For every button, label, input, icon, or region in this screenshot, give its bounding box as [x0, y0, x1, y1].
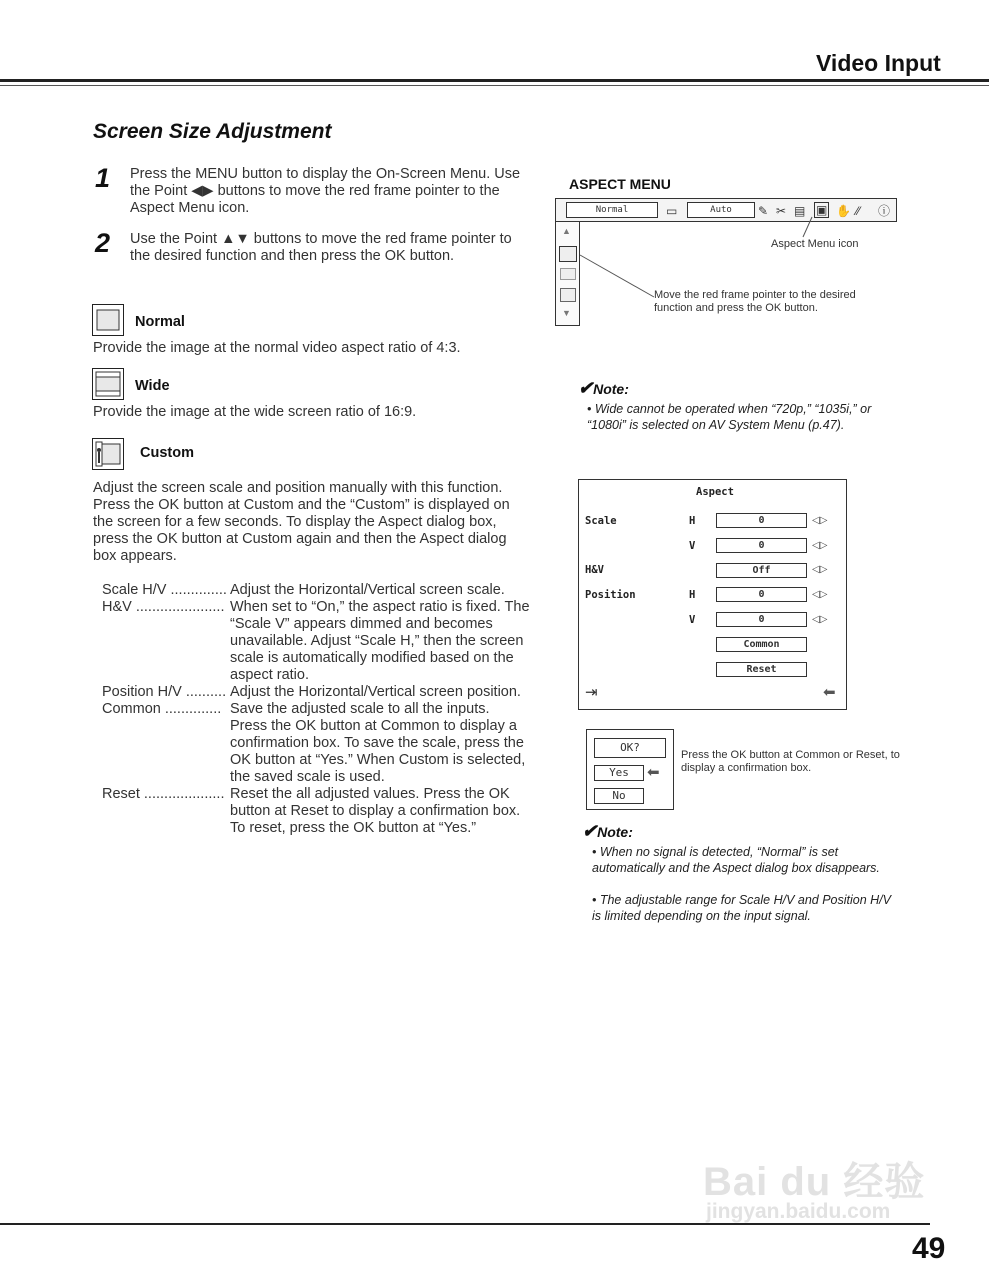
up-arrow-icon[interactable]: ▲ [562, 226, 571, 236]
confirmation-box [586, 729, 674, 810]
definition-desc: When set to “On,” the aspect ratio is fixed. The “Scale V” appears dimmed and becomes unavailable. Adjust “Scale H,” then the screen scale is automatically modified based on the aspect ratio. [230, 599, 530, 683]
wide-label: Wide [135, 378, 170, 394]
exit-icon[interactable]: ⇥ [585, 684, 598, 701]
input-icon[interactable]: ▭ [666, 204, 678, 218]
section-title: Video Input [816, 50, 941, 76]
scale-label: Scale [585, 515, 617, 527]
wide-mode-icon [92, 368, 124, 400]
scale-v-value[interactable]: 0 [716, 538, 807, 553]
normal-label: Normal [135, 314, 185, 330]
definition-desc: Adjust the Horizontal/Vertical screen scale. [230, 582, 505, 598]
yes-button[interactable]: Yes [594, 765, 644, 781]
header-rule-thin [0, 85, 989, 86]
hv-adjust-icon[interactable]: ◁▷ [812, 564, 828, 575]
step-2-text: Use the Point ▲▼ buttons to move the red frame pointer to the desired function and then press the OK button. [130, 231, 512, 264]
callout-aspect-icon: Aspect Menu icon [771, 238, 859, 250]
common-button[interactable]: Common [716, 637, 807, 652]
back-arrow-icon[interactable]: ⬅ [823, 684, 836, 701]
position-v-label: V [689, 614, 696, 626]
screen-icon[interactable]: ⁄⁄ [856, 204, 861, 218]
aspect-menu-title: ASPECT MENU [569, 176, 671, 192]
normal-mode-icon [92, 304, 124, 336]
watermark-url: jingyan.baidu.com [706, 1200, 891, 1223]
definition-desc: Adjust the Horizontal/Vertical screen position. [230, 684, 521, 700]
scale-h-value[interactable]: 0 [716, 513, 807, 528]
hv-label: H&V [585, 564, 604, 576]
wide-description: Provide the image at the wide screen ratio of 16:9. [93, 404, 417, 420]
note-2-item-2: • The adjustable range for Scale H/V and Position H/V is limited depending on the input signal. [592, 893, 891, 923]
custom-label: Custom [140, 445, 194, 461]
header-rule [0, 79, 989, 82]
setting-icon[interactable]: ✋ [836, 204, 851, 218]
position-v-adjust-icon[interactable]: ◁▷ [812, 614, 828, 625]
definition-desc: Reset the all adjusted values. Press the OK button at Reset to display a confirmation box. To reset, press the OK button at “Yes.” [230, 786, 521, 836]
definition-term: Scale H/V .............. [102, 582, 227, 598]
scale-h-adjust-icon[interactable]: ◁▷ [812, 515, 828, 526]
normal-description: Provide the image at the normal video aspect ratio of 4:3. [93, 340, 461, 356]
step-1-number: 1 [95, 163, 111, 193]
definition-desc: Save the adjusted scale to all the inputs. Press the OK button at Common to display a confirmation box. To save the scale, press the OK button at “Yes.” When Custom is selected, the saved scale is used. [230, 701, 526, 785]
down-arrow-icon[interactable]: ▼ [562, 308, 571, 318]
page-title: Screen Size Adjustment [93, 120, 332, 143]
custom-mode-icon [92, 438, 124, 470]
scale-h-label: H [689, 515, 696, 527]
info-icon[interactable]: ⓘ [878, 204, 891, 218]
scale-v-adjust-icon[interactable]: ◁▷ [812, 540, 828, 551]
callout-pointer: Move the red frame pointer to the desired function and press the OK button. [654, 289, 856, 314]
watermark-logo: Bai du 经验 [703, 1160, 926, 1204]
image-adjust-icon[interactable]: ▤ [794, 204, 806, 218]
note-2-item-1: • When no signal is detected, “Normal” is set automatically and the Aspect dialog box disappears. [592, 845, 880, 875]
scale-v-label: V [689, 540, 696, 552]
note-1-heading: ✔Note: [578, 378, 629, 398]
menu-field-auto[interactable]: Auto [687, 202, 755, 218]
note-2-heading: ✔Note: [582, 821, 633, 841]
definition-term: Common .............. [102, 701, 222, 717]
pc-adjust-icon[interactable]: ✎ [758, 204, 769, 218]
position-label: Position [585, 589, 636, 601]
wide-screen-icon [93, 369, 123, 399]
pointer-arrow-icon: ⬅ [647, 764, 660, 781]
position-h-value[interactable]: 0 [716, 587, 807, 602]
position-h-label: H [689, 589, 696, 601]
confirm-title: OK? [594, 738, 666, 758]
aspect-menu-icon[interactable]: ▣ [816, 203, 828, 217]
custom-description: Adjust the screen scale and position manually with this function. Press the OK button at Custom and the “Custom” is displayed on the screen for a few seconds. To display the Aspect dialog box, press the OK button at Custom again and then the Aspect dialog box appears. [93, 480, 510, 564]
aspect-dialog [578, 479, 847, 710]
definition-term: H&V ...................... [102, 599, 225, 615]
footer-rule [0, 1223, 930, 1225]
image-select-icon[interactable]: ✂ [776, 204, 787, 218]
step-2-number: 2 [95, 228, 111, 258]
custom-screen-icon [93, 439, 123, 469]
no-button[interactable]: No [594, 788, 644, 804]
page-number: 49 [912, 1232, 946, 1265]
menu-field-normal[interactable]: Normal [566, 202, 658, 218]
note-1-item: • Wide cannot be operated when “720p,” “1035i,” or “1080i” is selected on AV System Menu (p.47). [587, 402, 872, 432]
check-icon: ✔ [578, 378, 594, 398]
definition-term: Reset .................... [102, 786, 225, 802]
normal-screen-icon [93, 305, 123, 335]
hv-value[interactable]: Off [716, 563, 807, 578]
definition-term: Position H/V .......... [102, 684, 227, 700]
check-icon: ✔ [582, 821, 598, 841]
aspect-dialog-title: Aspect [696, 486, 734, 498]
confirm-caption: Press the OK button at Common or Reset, to display a confirmation box. [681, 749, 900, 774]
position-v-value[interactable]: 0 [716, 612, 807, 627]
position-h-adjust-icon[interactable]: ◁▷ [812, 589, 828, 600]
reset-button[interactable]: Reset [716, 662, 807, 677]
step-1-text: Press the MENU button to display the On-Screen Menu. Use the Point ◀▶ buttons to move the red frame pointer to the Aspect Menu icon. [130, 166, 521, 216]
